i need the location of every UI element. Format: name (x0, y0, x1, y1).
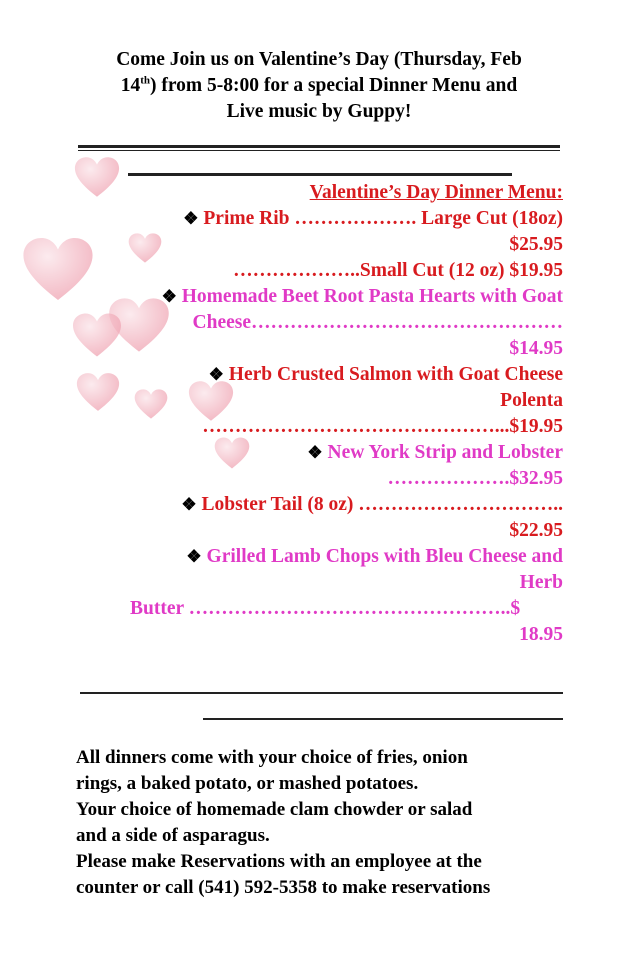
menu-item-text: ……………….$32.95 (387, 468, 563, 489)
footer-line: Please make Reservations with an employee at the (76, 851, 482, 872)
menu-item (40, 206, 563, 232)
menu-item-text: Cheese………………………………………… (192, 312, 563, 333)
divider (78, 145, 560, 148)
footer-line: Your choice of homemade clam chowder or salad (76, 799, 473, 820)
intro-date-suffix: th (140, 74, 151, 87)
menu-item (40, 492, 563, 518)
menu-item-continuation (40, 258, 563, 284)
menu-item-text: Herb (519, 572, 563, 593)
divider (203, 718, 563, 720)
intro-line (40, 73, 598, 99)
menu-item-continuation (40, 336, 563, 362)
menu-item-continuation (40, 310, 563, 336)
bullet-icon: ❖ (307, 443, 323, 462)
bullet-icon: ❖ (208, 365, 224, 384)
menu-item-continuation (40, 518, 563, 544)
menu-item-text: Lobster Tail (8 oz) ………………………….. (201, 494, 563, 515)
footer-line: and a side of asparagus. (76, 825, 270, 846)
menu-item-text: $14.95 (509, 338, 563, 359)
menu-item-continuation (40, 232, 563, 258)
intro-announcement (40, 47, 598, 125)
dinner-menu (40, 180, 563, 648)
menu-item (40, 284, 563, 310)
footer-line: rings, a baked potato, or mashed potatoes. (76, 773, 419, 794)
bullet-icon: ❖ (181, 495, 197, 514)
menu-item-text: Herb Crusted Salmon with Goat Cheese (228, 364, 563, 385)
menu-item-text: Homemade Beet Root Pasta Hearts with Goat (181, 286, 563, 307)
menu-item (40, 544, 563, 570)
menu-item-text: $25.95 (509, 234, 563, 255)
intro-date: 14 (120, 75, 141, 96)
menu-item (40, 362, 563, 388)
divider (80, 692, 563, 694)
menu-item-text: Polenta (500, 390, 563, 411)
footer-line: counter or call (541) 592-5358 to make reservations (76, 877, 491, 898)
bullet-icon: ❖ (183, 209, 199, 228)
footer-line: All dinners come with your choice of fries, onion (76, 747, 468, 768)
menu-item-continuation (40, 570, 563, 596)
menu-item-text: Prime Rib ………………. Large Cut (18oz) (203, 208, 563, 229)
menu-item-text: ………………..Small Cut (12 oz) $19.95 (233, 260, 563, 281)
bullet-icon: ❖ (161, 287, 177, 306)
menu-item-continuation (40, 596, 563, 622)
menu-item-continuation (40, 622, 563, 648)
menu-item (40, 440, 563, 466)
menu-title: Valentine’s Day Dinner Menu: (309, 182, 563, 203)
menu-item-text: $22.95 (509, 520, 563, 541)
menu-items (40, 206, 563, 648)
footer-info (76, 745, 616, 901)
bullet-icon: ❖ (186, 547, 202, 566)
menu-item-continuation (40, 414, 563, 440)
menu-item-text: Butter …………………………………………..$ (130, 598, 521, 619)
intro-line: Live music by Guppy! (226, 101, 412, 122)
menu-item-text: 18.95 (519, 624, 563, 645)
intro-line: Come Join us on Valentine’s Day (Thursday, Feb (116, 49, 522, 70)
menu-item-continuation (40, 388, 563, 414)
intro-text: ) from 5-8:00 for a special Dinner Menu and (150, 75, 518, 96)
divider (78, 150, 560, 151)
menu-item-text: New York Strip and Lobster (327, 442, 563, 463)
menu-item-continuation (40, 466, 563, 492)
menu-item-text: ………………………………………...$19.95 (202, 416, 563, 437)
divider (128, 173, 512, 176)
menu-item-text: Grilled Lamb Chops with Bleu Cheese and (206, 546, 563, 567)
